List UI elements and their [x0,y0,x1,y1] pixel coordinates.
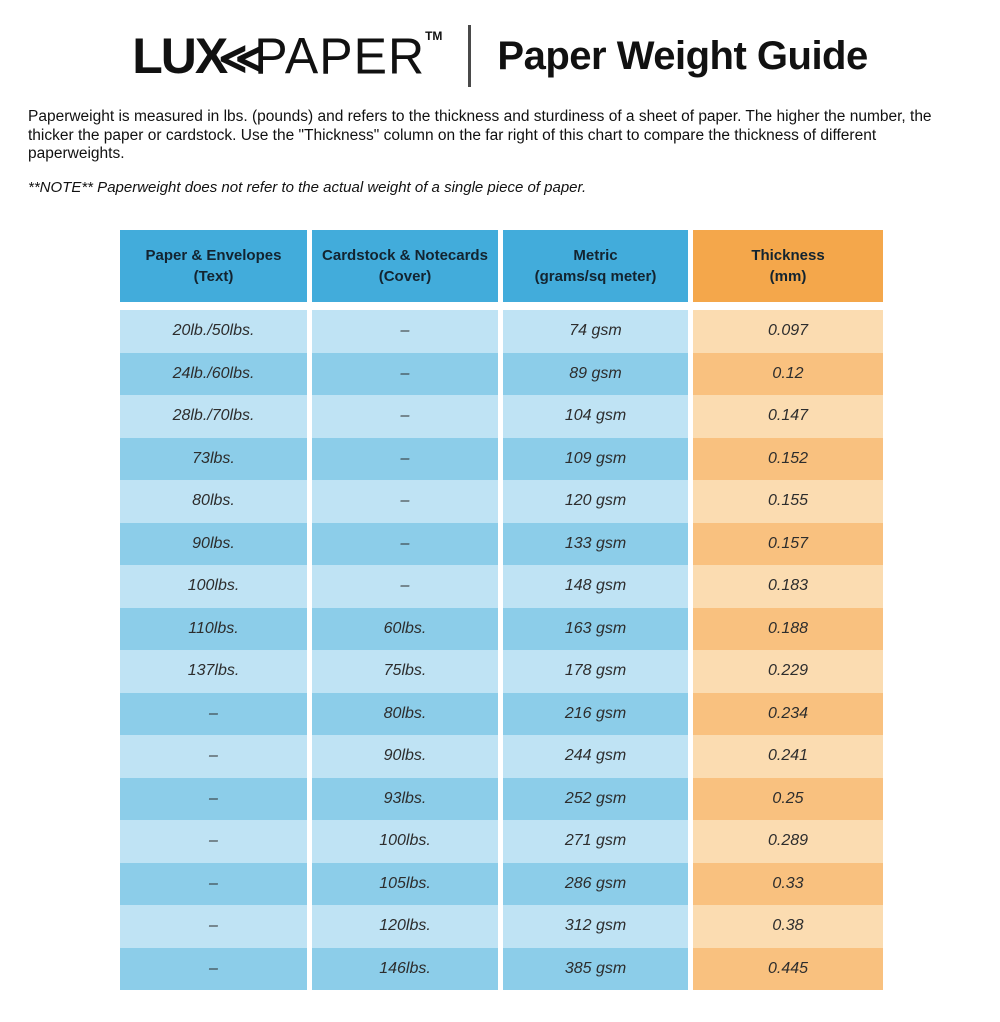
metric-cell: 109 gsm [503,438,688,481]
thickness-cell: 0.33 [693,863,883,906]
paper-envelopes-cell: – [120,778,307,821]
table-row [120,863,883,906]
column-header-line1: Thickness [751,247,825,264]
thickness-cell: 0.188 [693,608,883,651]
paper-envelopes-cell: – [120,948,307,991]
table-row [120,523,883,566]
paper-envelopes-cell: 80lbs. [120,480,307,523]
thickness-cell: 0.38 [693,905,883,948]
table-row [120,650,883,693]
table-body [120,310,883,990]
paper-envelopes-cell: – [120,905,307,948]
metric-cell: 133 gsm [503,523,688,566]
metric-cell: 74 gsm [503,310,688,353]
cardstock-notecards-cell: 60lbs. [312,608,498,651]
column-header-cardstock-notecards [312,230,498,302]
thickness-cell: 0.229 [693,650,883,693]
paper-envelopes-cell: 73lbs. [120,438,307,481]
thickness-cell: 0.241 [693,735,883,778]
cardstock-notecards-cell: 80lbs. [312,693,498,736]
column-header-line2: (Text) [193,268,234,285]
logo-lux-text: LUX [132,28,227,84]
paper-weight-table [120,230,883,990]
table-row [120,735,883,778]
thickness-cell: 0.234 [693,693,883,736]
intro-note: **NOTE** Paperweight does not refer to the actual weight of a single piece of paper. [28,178,587,196]
cardstock-notecards-cell: 90lbs. [312,735,498,778]
table-row [120,565,883,608]
column-header-line1: Paper & Envelopes [145,247,282,264]
table-row [120,778,883,821]
column-header-line2: (mm) [769,268,807,285]
trademark-symbol: TM [425,29,443,43]
metric-cell: 312 gsm [503,905,688,948]
thickness-cell: 0.183 [693,565,883,608]
metric-cell: 252 gsm [503,778,688,821]
paper-envelopes-cell: 110lbs. [120,608,307,651]
column-header-line1: Metric [573,247,618,264]
table-row [120,480,883,523]
paper-envelopes-cell: 90lbs. [120,523,307,566]
header-divider [468,25,471,87]
cardstock-notecards-cell: 105lbs. [312,863,498,906]
table-row [120,905,883,948]
thickness-cell: 0.12 [693,353,883,396]
column-header-paper-envelopes [120,230,307,302]
metric-cell: 178 gsm [503,650,688,693]
lux-paper-logo [132,27,442,85]
logo-paper-text: PAPER [254,27,426,85]
cardstock-notecards-cell: 146lbs. [312,948,498,991]
thickness-cell: 0.445 [693,948,883,991]
thickness-cell: 0.25 [693,778,883,821]
cardstock-notecards-cell: 100lbs. [312,820,498,863]
metric-cell: 286 gsm [503,863,688,906]
column-header-line2: (Cover) [378,268,432,285]
table-row [120,438,883,481]
logo-chevron-icon: ≪ [218,34,259,83]
cardstock-notecards-cell: – [312,353,498,396]
thickness-cell: 0.097 [693,310,883,353]
paper-envelopes-cell: 137lbs. [120,650,307,693]
paper-envelopes-cell: – [120,863,307,906]
table-row [120,693,883,736]
paper-envelopes-cell: 24lb./60lbs. [120,353,307,396]
column-header-metric [503,230,688,302]
cardstock-notecards-cell: – [312,523,498,566]
metric-cell: 385 gsm [503,948,688,991]
cardstock-notecards-cell: – [312,565,498,608]
paper-envelopes-cell: – [120,693,307,736]
page-header [0,22,1000,90]
thickness-cell: 0.157 [693,523,883,566]
column-header-line2: (grams/sq meter) [534,268,657,285]
table-row [120,395,883,438]
metric-cell: 148 gsm [503,565,688,608]
metric-cell: 271 gsm [503,820,688,863]
cardstock-notecards-cell: 93lbs. [312,778,498,821]
intro-paragraph: Paperweight is measured in lbs. (pounds) and refers to the thickness and sturdiness of a sheet of paper. The higher the number, the thicker the paper or cardstock. Use the "Thickness" column on the far right of this chart to compare the thickness of different paperweights. [28,108,932,162]
table-row [120,948,883,991]
cardstock-notecards-cell: – [312,395,498,438]
cardstock-notecards-cell: 75lbs. [312,650,498,693]
page-title: Paper Weight Guide [497,33,868,78]
column-header-thickness [693,230,883,302]
cardstock-notecards-cell: – [312,480,498,523]
paper-envelopes-cell: 100lbs. [120,565,307,608]
table-header-row [120,230,883,302]
metric-cell: 163 gsm [503,608,688,651]
thickness-cell: 0.289 [693,820,883,863]
table-row [120,310,883,353]
paper-envelopes-cell: 28lb./70lbs. [120,395,307,438]
table-row [120,353,883,396]
cardstock-notecards-cell: 120lbs. [312,905,498,948]
metric-cell: 120 gsm [503,480,688,523]
cardstock-notecards-cell: – [312,438,498,481]
thickness-cell: 0.152 [693,438,883,481]
table-row [120,608,883,651]
column-header-line1: Cardstock & Notecards [322,247,488,264]
paper-envelopes-cell: – [120,735,307,778]
table-row [120,820,883,863]
thickness-cell: 0.147 [693,395,883,438]
cardstock-notecards-cell: – [312,310,498,353]
metric-cell: 89 gsm [503,353,688,396]
metric-cell: 104 gsm [503,395,688,438]
metric-cell: 216 gsm [503,693,688,736]
paper-envelopes-cell: – [120,820,307,863]
metric-cell: 244 gsm [503,735,688,778]
thickness-cell: 0.155 [693,480,883,523]
paper-envelopes-cell: 20lb./50lbs. [120,310,307,353]
